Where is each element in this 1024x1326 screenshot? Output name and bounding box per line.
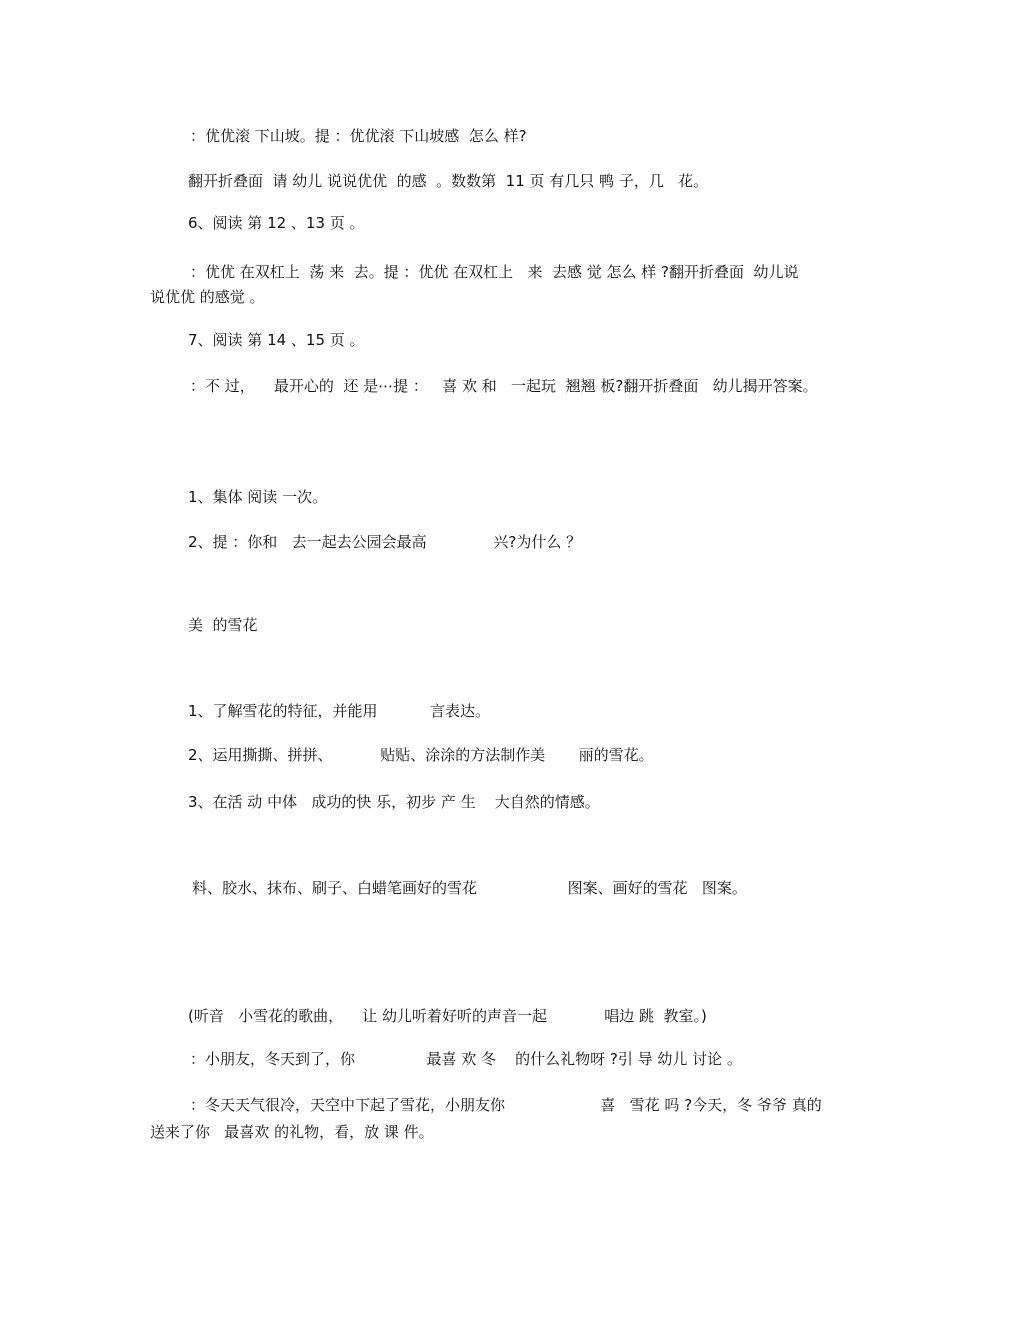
text-line: 送来了你 最喜欢 的礼物，看，放 课 件。 [150,1123,434,1141]
text-line: 说优优 的感觉 。 [150,288,265,306]
text-line: 料、胶水、抹布、刷子、白蜡笔画好的雪花 图案、画好的雪花 图案。 [192,879,747,897]
text-line: ：冬天天气很冷，天空中下起了雪花，小朋友你 喜 雪花 吗 ?今天，冬 爷爷 真的 [190,1096,822,1114]
text-line: ：不 过， 最开心的 还 是⋯提 ： 喜 欢 和 一起玩 翘翘 板?翻开折叠面 幼儿揭开答案。 [190,377,818,395]
text-line: ：优优 在双杠上 荡 来 去。提 ：优优 在双杠上 来 去感 觉 怎么 样 ?翻开折叠面 幼儿说 [190,263,799,281]
text-line: 2、提 ：你和 去一起去公园会最高 兴?为什么 ？ [188,533,582,551]
text-line: ：小朋友，冬天到了，你 最喜 欢 冬 的什么礼物呀 ?引 导 幼儿 讨论 。 [190,1050,742,1068]
text-line: 7、阅读 第 14 、15 页 。 [188,331,365,349]
text-line: 3、在活 动 中体 成功的快 乐，初步 产 生 大自然的情感。 [188,793,600,811]
text-line: 1、集体 阅读 一次。 [188,488,328,506]
text-line: 2、运用撕撕、拼拼、 贴贴、涂涂的方法制作美 丽的雪花。 [188,746,654,764]
text-line: 6、阅读 第 12 、13 页 。 [188,214,365,232]
section-heading: 美 的雪花 [188,616,258,634]
text-line: ：优优滚 下山坡。提 ：优优滚 下山坡感 怎么 样? [190,127,527,145]
text-line: 1、了解雪花的特征，并能用 言表达。 [188,702,490,720]
text-line: (听音 小雪花的歌曲， 让 幼儿听着好听的声音一起 唱边 跳 教室。) [188,1007,707,1025]
text-line: 翻开折叠面 请 幼儿 说说优优 的感 。数数第 11 页 有几只 鸭 子，几 花。 [188,172,709,190]
